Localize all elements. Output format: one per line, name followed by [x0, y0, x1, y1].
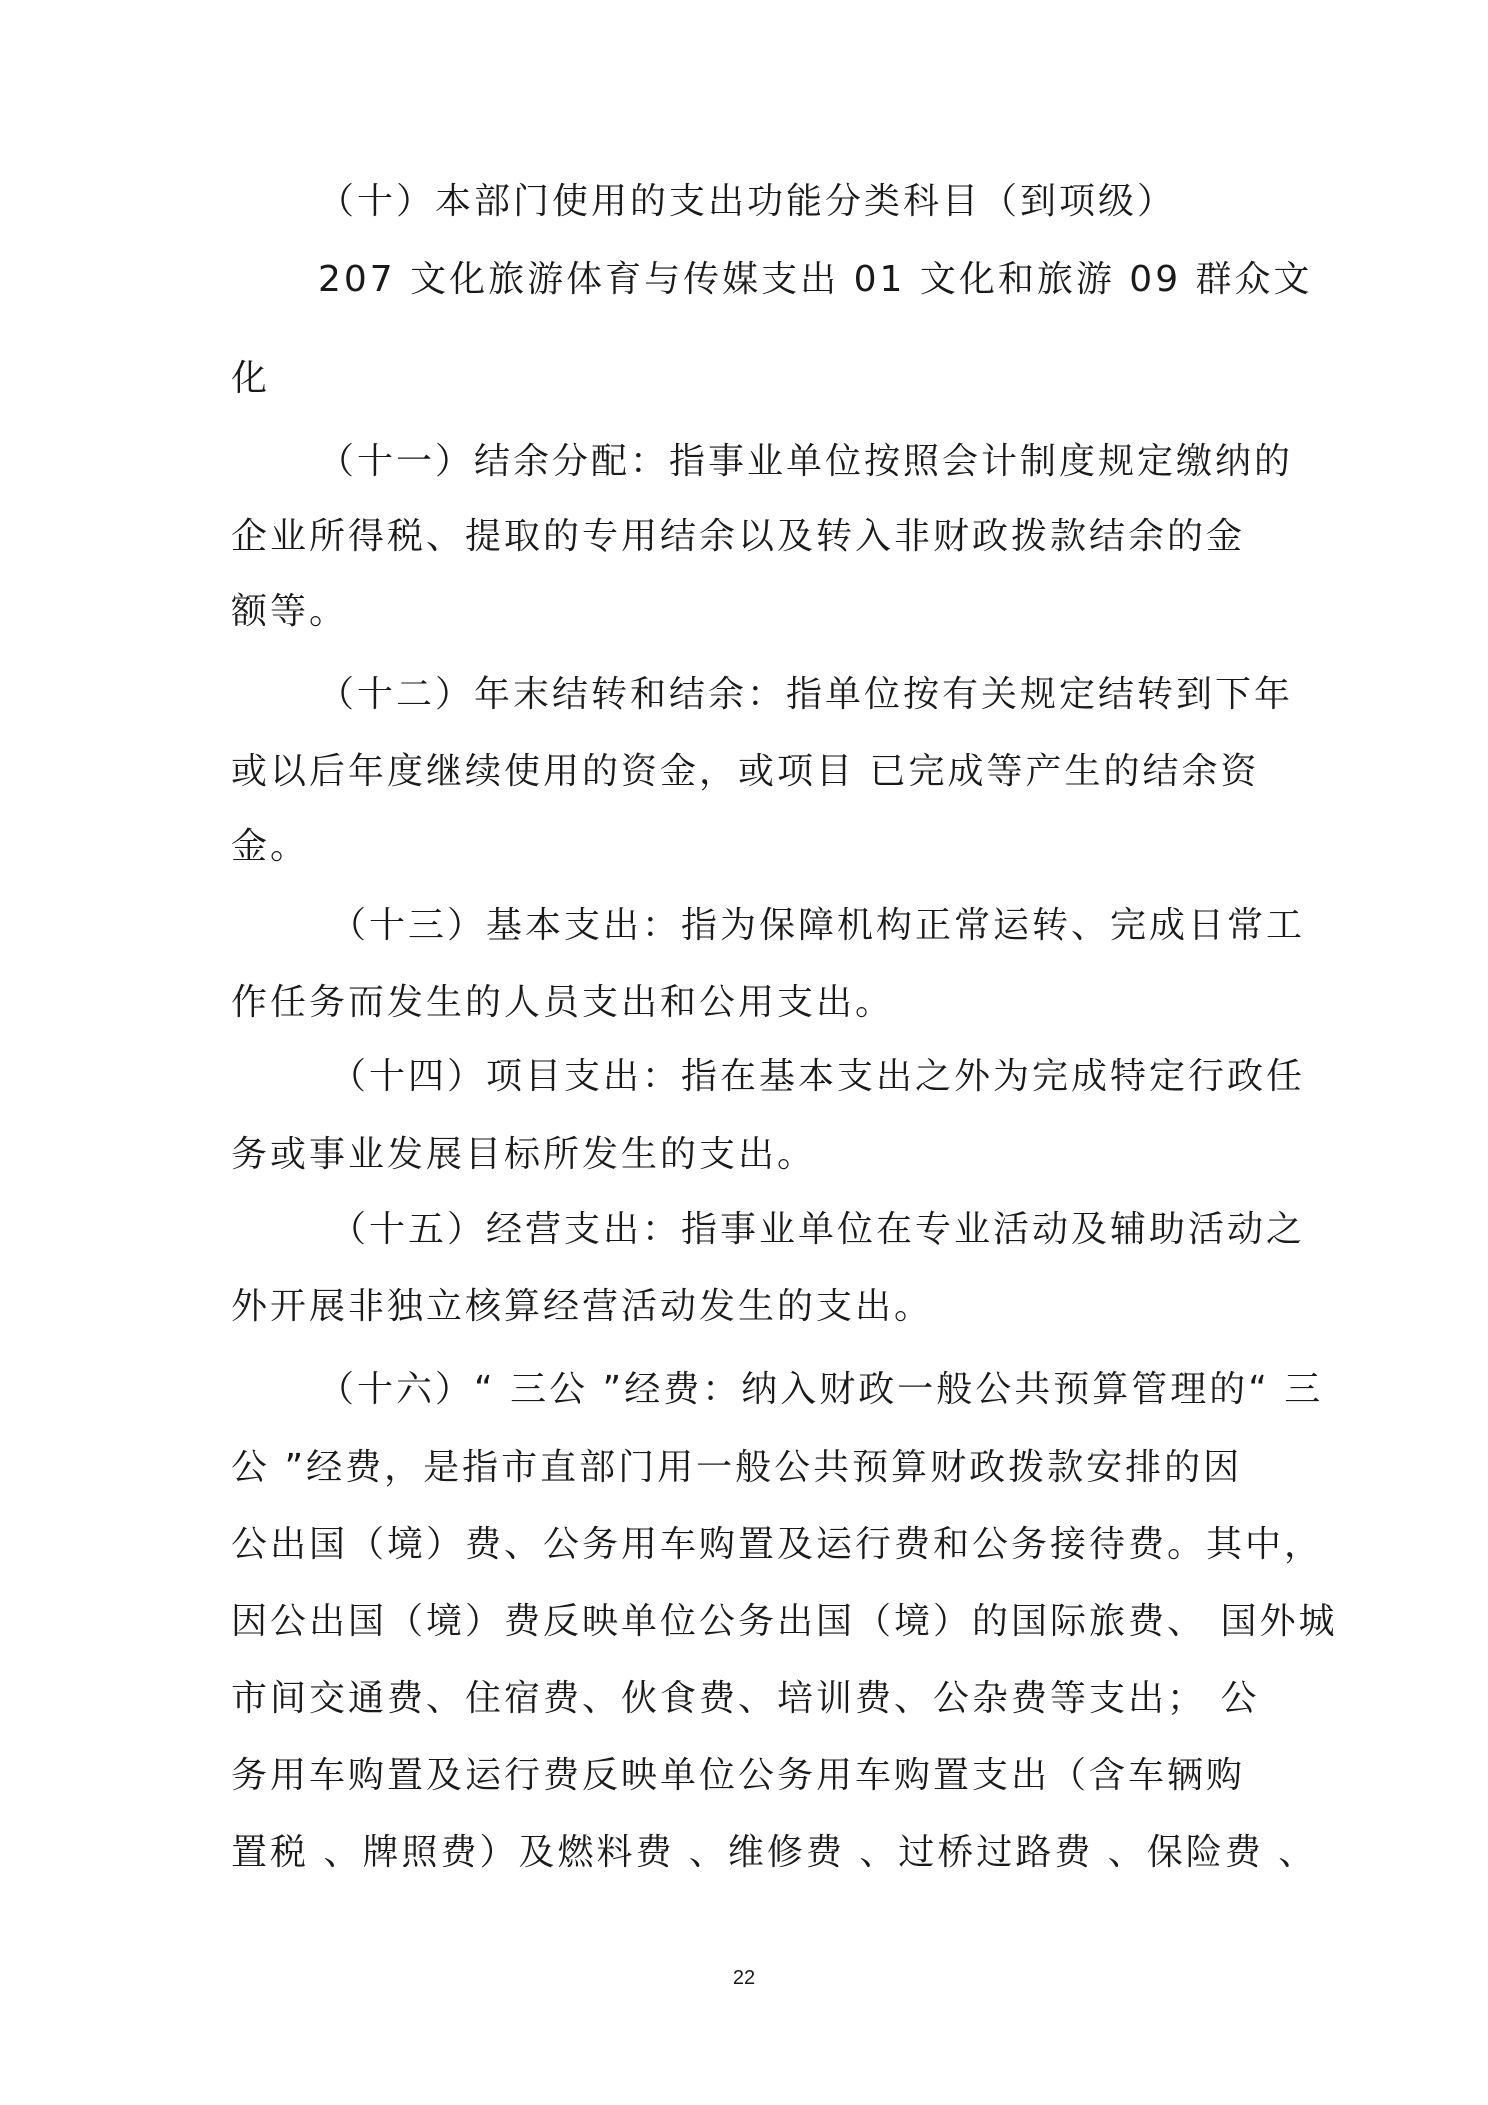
- text-line: 市间交通费、住宿费、伙食费、培训费、公杂费等支出； 公: [231, 1678, 1260, 1719]
- text-line: （十三）基本支出：指为保障机构正常运转、完成日常工: [330, 905, 1306, 946]
- text-line: 公出国（境）费、公务用车购置及运行费和公务接待费。其中，: [231, 1524, 1324, 1565]
- text-line: （十一）结余分配：指事业单位按照会计制度规定缴纳的: [318, 441, 1294, 482]
- text-line: 金。: [231, 826, 310, 867]
- text-line: 务或事业发展目标所发生的支出。: [231, 1134, 817, 1175]
- text-line: 公 ”经费，是指市直部门用一般公共预算财政拨款安排的因: [231, 1447, 1243, 1488]
- text-line: 务用车购置及运行费反映单位公务用车购置支出（含车辆购: [231, 1755, 1246, 1796]
- text-line: 作任务而发生的人员支出和公用支出。: [231, 982, 895, 1023]
- page-number: 22: [732, 1967, 756, 1989]
- text-line: （十四）项目支出：指在基本支出之外为完成特定行政任: [330, 1056, 1306, 1097]
- text-line: 或以后年度继续使用的资金，或项目 已完成等产生的结余资: [231, 751, 1260, 792]
- text-line: 企业所得税、提取的专用结余以及转入非财政拨款结余的金: [231, 516, 1246, 557]
- text-line: （十六）“ 三公 ”经费：纳入财政一般公共预算管理的“ 三: [318, 1369, 1324, 1410]
- text-line: （十二）年末结转和结余：指单位按有关规定结转到下年: [318, 674, 1294, 715]
- text-line: 置税 、牌照费）及燃料费 、维修费 、过桥过路费 、保险费 、: [231, 1832, 1318, 1873]
- text-line: 额等。: [231, 591, 349, 632]
- text-line: 化: [231, 358, 271, 399]
- text-line: （十五）经营支出：指事业单位在专业活动及辅助活动之: [330, 1209, 1306, 1250]
- text-line: 207 文化旅游体育与传媒支出 01 文化和旅游 09 群众文: [318, 259, 1313, 300]
- text-line: 外开展非独立核算经营活动发生的支出。: [231, 1286, 934, 1327]
- text-line: 因公出国（境）费反映单位公务出国（境）的国际旅费、 国外城: [231, 1601, 1338, 1642]
- text-line: （十）本部门使用的支出功能分类科目（到项级）: [318, 181, 1177, 222]
